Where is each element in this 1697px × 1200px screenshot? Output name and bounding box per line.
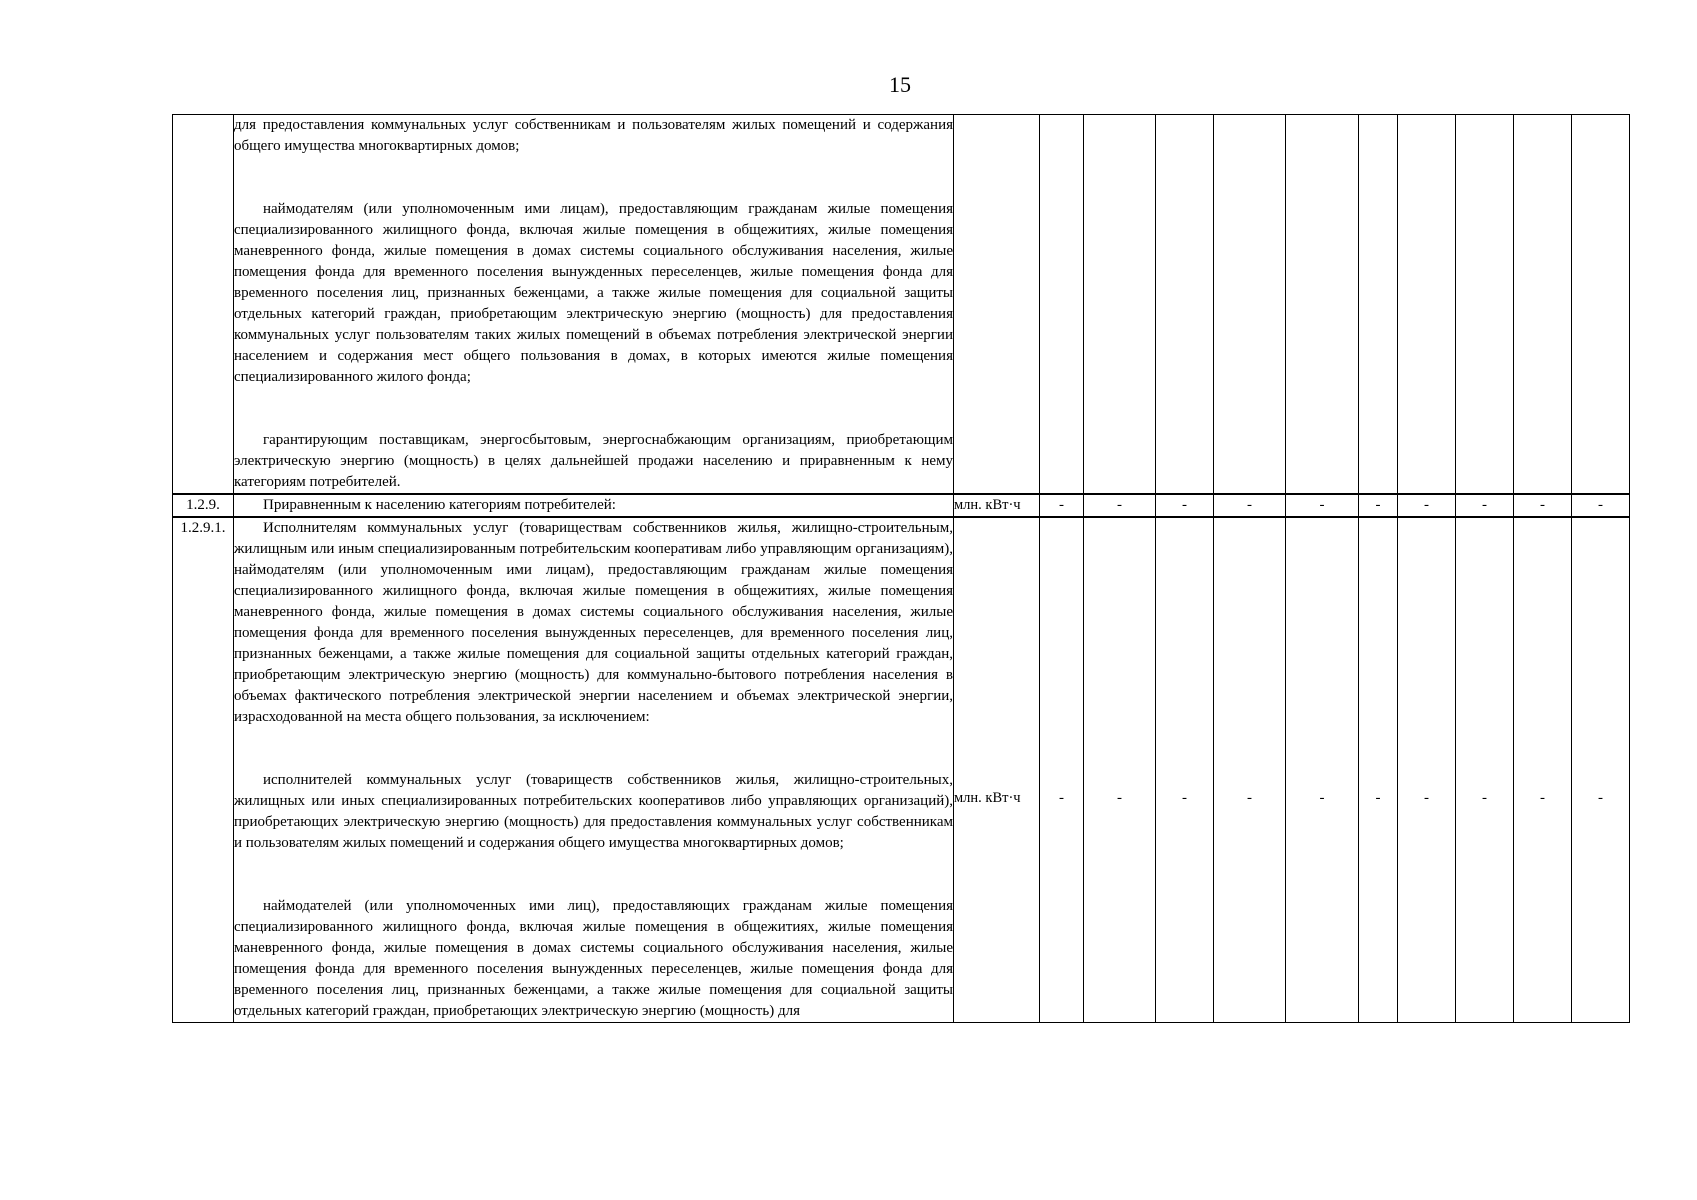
row-description bbox=[234, 517, 954, 1023]
value-cell bbox=[1456, 115, 1514, 495]
value-cell: - bbox=[1214, 517, 1286, 1023]
unit-cell: млн. кВт·ч bbox=[954, 517, 1040, 1023]
tariff-table bbox=[172, 114, 1630, 1023]
value-cell: - bbox=[1156, 494, 1214, 517]
value-cell bbox=[1214, 115, 1286, 495]
paragraph: для предоставления коммунальных услуг собственникам и пользователям жилых помещений и содержания общего имущества многоквартирных домов; bbox=[234, 117, 953, 154]
value-cell bbox=[1359, 115, 1398, 495]
row-number bbox=[173, 115, 234, 495]
paragraph: наймодателям (или уполномоченным ими лицам), предоставляющим гражданам жилые помещения специализированного жилищного фонда, включая жилые помещения в общежитиях, жилые помещения маневренного фонда, жилые помещения в домах системы социального обслуживания населения, жилые помещения фонда для временного поселения вынужденных переселенцев, жилые помещения фонда для временного поселения лиц, признанных беженцами, а также жилые помещения для социальной защиты отдельных категорий граждан, приобретающим электрическую энергию (мощность) для предоставления коммунальных услуг пользователям таких жилых помещений в объемах потребления электрической энергии населением и содержания мест общего пользования в домах, в которых имеются жилые помещения специализированного жилого фонда; bbox=[234, 201, 953, 385]
value-cell: - bbox=[1572, 517, 1630, 1023]
value-cell: - bbox=[1286, 494, 1359, 517]
row-number: 1.2.9.1. bbox=[173, 517, 234, 1023]
value-cell: - bbox=[1040, 494, 1084, 517]
value-cell bbox=[1084, 115, 1156, 495]
value-cell: - bbox=[1214, 494, 1286, 517]
paragraph: Приравненным к населению категориям потребителей: bbox=[263, 497, 616, 513]
value-cell: - bbox=[1514, 494, 1572, 517]
paragraph: наймодателей (или уполномоченных ими лиц), предоставляющих гражданам жилые помещения специализированного жилищного фонда, включая жилые помещения в общежитиях, жилые помещения маневренного фонда, жилые помещения в домах системы социального обслуживания населения, жилые помещения фонда для временного поселения вынужденных переселенцев, жилые помещения фонда для временного поселения лиц, признанных беженцами, а также жилые помещения для социальной защиты отдельных категорий граждан, приобретающих электрическую энергию (мощность) для bbox=[234, 898, 953, 1019]
value-cell: - bbox=[1084, 517, 1156, 1023]
paragraph: Исполнителям коммунальных услуг (товариществам собственников жилья, жилищно-строительным, жилищным или иным специализированным потребительским кооперативам либо управляющим организациям), наймодателям (или уполномоченным ими лицам), предоставляющим гражданам жилые помещения специализированного жилищного фонда, включая жилые помещения в общежитиях, жилые помещения маневренного фонда, жилые помещения в домах системы социального обслуживания населения, жилые помещения фонда для временного поселения вынужденных переселенцев, для временного поселения лиц, признанных беженцами, а также жилые помещения для социальной защиты отдельных категорий граждан, приобретающим электрическую энергию (мощность) для коммунально-бытового потребления населения в объемах фактического потребления электрической энергии населением и объемах электрической энергии, израсходованной на места общего пользования, за исключением: bbox=[234, 520, 953, 725]
value-cell: - bbox=[1359, 494, 1398, 517]
value-cell bbox=[1514, 115, 1572, 495]
table-row bbox=[173, 517, 1630, 1023]
value-cell: - bbox=[1084, 494, 1156, 517]
value-cell: - bbox=[1398, 494, 1456, 517]
unit-cell bbox=[954, 115, 1040, 495]
value-cell: - bbox=[1286, 517, 1359, 1023]
value-cell: - bbox=[1456, 517, 1514, 1023]
row-number: 1.2.9. bbox=[173, 494, 234, 517]
row-description bbox=[234, 494, 954, 517]
row-description bbox=[234, 115, 954, 495]
value-cell: - bbox=[1572, 494, 1630, 517]
value-cell: - bbox=[1514, 517, 1572, 1023]
value-cell bbox=[1398, 115, 1456, 495]
value-cell: - bbox=[1398, 517, 1456, 1023]
paragraph: гарантирующим поставщикам, энергосбытовым, энергоснабжающим организациям, приобретающим электрическую энергию (мощность) в целях дальнейшей продажи населению и приравненным к нему категориям потребителей. bbox=[234, 432, 953, 490]
value-cell bbox=[1286, 115, 1359, 495]
table-row bbox=[173, 494, 1630, 517]
value-cell: - bbox=[1456, 494, 1514, 517]
value-cell: - bbox=[1156, 517, 1214, 1023]
table-row bbox=[173, 115, 1630, 495]
value-cell bbox=[1156, 115, 1214, 495]
page-number: 15 bbox=[889, 72, 911, 97]
value-cell: - bbox=[1359, 517, 1398, 1023]
paragraph: исполнителей коммунальных услуг (товариществ собственников жилья, жилищно-строительных, жилищных или иных специализированных потребительских кооперативов либо управляющих организаций), приобретающих электрическую энергию (мощность) для предоставления коммунальных услуг собственникам и пользователям жилых помещений и содержания общего имущества многоквартирных домов; bbox=[234, 772, 953, 851]
unit-cell: млн. кВт·ч bbox=[954, 494, 1040, 517]
value-cell: - bbox=[1040, 517, 1084, 1023]
value-cell bbox=[1040, 115, 1084, 495]
value-cell bbox=[1572, 115, 1630, 495]
